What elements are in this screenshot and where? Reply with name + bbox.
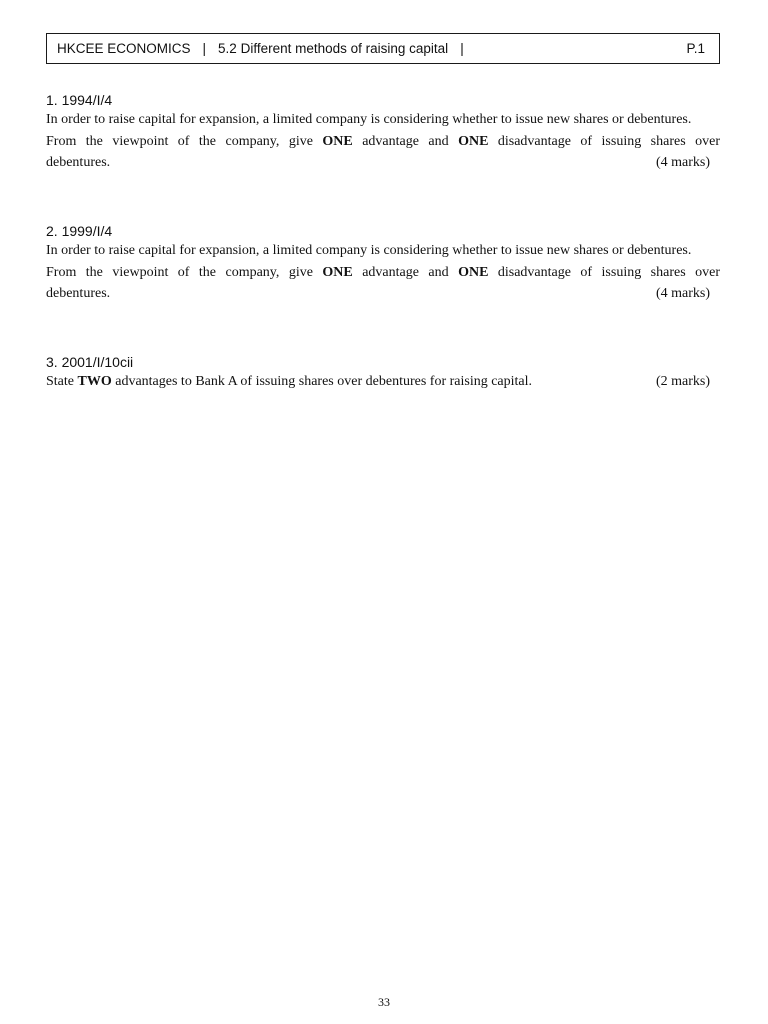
question-2 bbox=[46, 222, 720, 305]
question-heading: 3. 2001/I/10cii bbox=[46, 354, 134, 370]
header-separator: | bbox=[202, 41, 207, 56]
instruction-emphasis: TWO bbox=[77, 374, 112, 389]
question-heading: 2. 1999/I/4 bbox=[46, 223, 113, 239]
header-topic: 5.2 Different methods of raising capital bbox=[218, 41, 449, 56]
page-header bbox=[46, 33, 720, 64]
instruction-text: disadvantage of issuing shares over bbox=[488, 264, 720, 280]
instruction-text: From the viewpoint of the company, give bbox=[46, 264, 323, 280]
question-paragraph: In order to raise capital for expansion, a limited company is considering whether to issue new shares or debentures. bbox=[46, 243, 692, 258]
instruction-emphasis: ONE bbox=[322, 133, 353, 149]
question-1 bbox=[46, 91, 720, 174]
header-subject: HKCEE ECONOMICS bbox=[57, 41, 191, 56]
instruction-emphasis: ONE bbox=[458, 264, 489, 280]
question-paragraph: In order to raise capital for expansion, a limited company is considering whether to issue new shares or debentures. bbox=[46, 112, 692, 127]
instruction-text: advantage and bbox=[352, 264, 459, 280]
header-page-label: P.1 bbox=[686, 41, 705, 56]
question-heading: 1. 1994/I/4 bbox=[46, 92, 113, 108]
marks-label: (2 marks) bbox=[655, 374, 710, 389]
instruction-text: debentures. bbox=[46, 286, 111, 301]
instruction-emphasis: ONE bbox=[458, 133, 489, 149]
instruction-text: advantage and bbox=[352, 133, 459, 149]
instruction-text: From the viewpoint of the company, give bbox=[46, 133, 323, 149]
instruction-text: advantages to Bank A of issuing shares over debentures for raising capital. bbox=[111, 374, 533, 389]
header-separator-2: | bbox=[460, 41, 464, 56]
question-instruction bbox=[46, 262, 720, 284]
question-last-line bbox=[46, 371, 720, 393]
question-last-line bbox=[46, 152, 720, 174]
header-title-group bbox=[57, 34, 476, 63]
question-instruction bbox=[46, 131, 720, 153]
marks-label: (4 marks) bbox=[655, 286, 710, 301]
page-number: 33 bbox=[378, 995, 390, 1009]
instruction-text: State bbox=[46, 374, 78, 389]
instruction-text: disadvantage of issuing shares over bbox=[488, 133, 720, 149]
marks-label: (4 marks) bbox=[655, 155, 710, 170]
instruction-text: debentures. bbox=[46, 155, 111, 170]
question-3 bbox=[46, 353, 720, 393]
question-last-line bbox=[46, 283, 720, 305]
instruction-emphasis: ONE bbox=[322, 264, 353, 280]
